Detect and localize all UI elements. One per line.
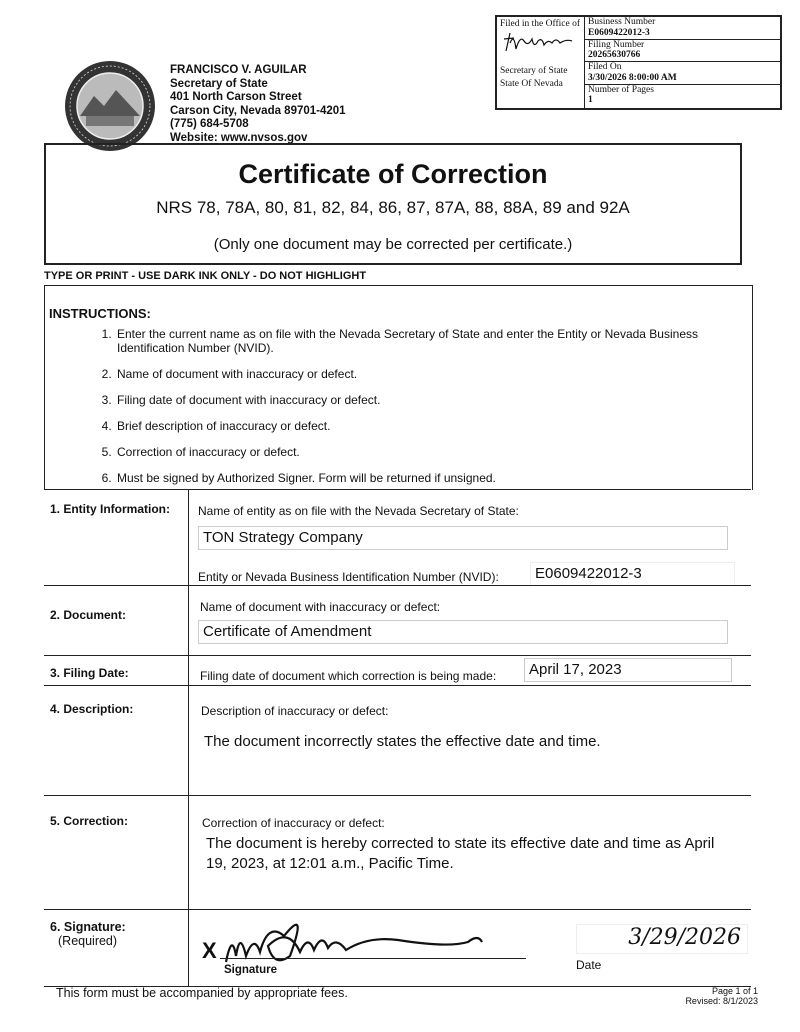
fees-note: This form must be accompanied by appropriate fees. — [56, 986, 348, 1000]
filing-date-section — [44, 655, 751, 686]
description-field[interactable]: The document incorrectly states the effective date and time. — [204, 733, 601, 750]
entity-section — [44, 489, 751, 586]
pages-count: 1 — [588, 95, 593, 105]
section-label: 1. Entity Information: — [50, 502, 170, 516]
instruction-item: 1. Enter the current name as on file with the Nevada Secretary of State and enter the Entity or Nevada Business Identification Number (NVID). — [115, 327, 752, 355]
instruction-item: 4. Brief description of inaccuracy or defect. — [115, 419, 752, 433]
filing-number: 20265630766 — [588, 50, 641, 60]
business-number: E0609422012-3 — [588, 27, 650, 38]
section-label: 5. Correction: — [50, 814, 129, 828]
instruction-item: 3. Filing date of document with inaccuracy or defect. — [115, 393, 752, 407]
filed-on-label: Filed On — [588, 62, 622, 72]
secretary-signature-icon — [500, 29, 580, 55]
required-note: (Required) — [58, 934, 118, 948]
date-caption: Date — [576, 958, 602, 972]
nevada-seal-icon — [64, 60, 156, 152]
title-note: (Only one document may be corrected per certificate.) — [213, 236, 573, 253]
correction-field[interactable]: The document is hereby corrected to state its effective date and time as April 19, 2023, at 12:01 a.m., Pacific Time. — [206, 835, 715, 872]
correction-prompt: Correction of inaccuracy or defect: — [202, 816, 385, 830]
filing-date-field[interactable]: April 17, 2023 — [524, 658, 732, 682]
entity-name-field[interactable]: TON Strategy Company — [198, 526, 728, 550]
street: 401 North Carson Street — [170, 91, 302, 103]
page-title: Certificate of Correction — [238, 159, 548, 189]
section-label: 6. Signature: — [50, 920, 126, 934]
secretary-title: Secretary of State — [170, 77, 268, 90]
business-number-label: Business Number — [588, 17, 656, 27]
phone: (775) 684-5708 — [170, 118, 249, 130]
filed-on: 3/30/2026 8:00:00 AM — [588, 72, 677, 83]
correction-section — [44, 795, 751, 910]
page-info — [685, 986, 758, 1006]
secretary-name: FRANCISCO V. AGUILAR — [170, 64, 307, 76]
signature-caption: Signature — [224, 964, 278, 976]
page-number: Page 1 of 1 — [711, 986, 758, 996]
filed-in-label: Filed in the Office of — [500, 19, 581, 29]
description-prompt: Description of inaccuracy or defect: — [201, 704, 389, 718]
description-section — [44, 685, 751, 796]
title-box — [44, 143, 742, 265]
revised-date: Revised: 8/1/2023 — [685, 996, 758, 1006]
filing-stamp — [495, 15, 782, 110]
city: Carson City, Nevada 89701-4201 — [170, 104, 346, 117]
section-label: 4. Description: — [50, 702, 134, 716]
instruction-item: 5. Correction of inaccuracy or defect. — [115, 445, 752, 459]
instruction-item: 6. Must be signed by Authorized Signer. Form will be returned if unsigned. — [115, 471, 752, 485]
document-prompt: Name of document with inaccuracy or defect: — [200, 600, 441, 614]
signature-x-mark: X — [202, 938, 217, 963]
office-address — [170, 64, 346, 145]
nvid-field[interactable]: E0609422012-3 — [530, 562, 735, 586]
entity-name-prompt: Name of entity as on file with the Nevada Secretary of State: — [198, 504, 519, 518]
nvid-prompt: Entity or Nevada Business Identification Number (NVID): — [198, 570, 499, 584]
filing-number-label: Filing Number — [588, 39, 645, 50]
website: Website: www.nvsos.gov — [170, 131, 308, 144]
ink-warning: TYPE OR PRINT - USE DARK INK ONLY - DO NOT HIGHLIGHT — [44, 270, 367, 282]
filing-date-prompt: Filing date of document which correction is being made: — [200, 669, 497, 683]
document-name-field[interactable]: Certificate of Amendment — [198, 620, 728, 644]
section-label: 2. Document: — [50, 608, 127, 622]
instructions-heading: INSTRUCTIONS: — [49, 306, 151, 321]
document-section — [44, 585, 751, 656]
signature-section — [44, 909, 751, 987]
state-label: State Of Nevada — [500, 79, 563, 89]
pages-label: Number of Pages — [588, 84, 654, 95]
instructions — [44, 285, 753, 490]
signature-date-field[interactable]: 3/29/2026 — [576, 924, 748, 954]
section-label: 3. Filing Date: — [50, 666, 129, 680]
instruction-item: 2. Name of document with inaccuracy or defect. — [115, 367, 752, 381]
statutes: NRS 78, 78A, 80, 81, 82, 84, 86, 87, 87A, 88, 88A, 89 and 92A — [156, 198, 630, 217]
secretary-label: Secretary of State — [500, 66, 568, 76]
